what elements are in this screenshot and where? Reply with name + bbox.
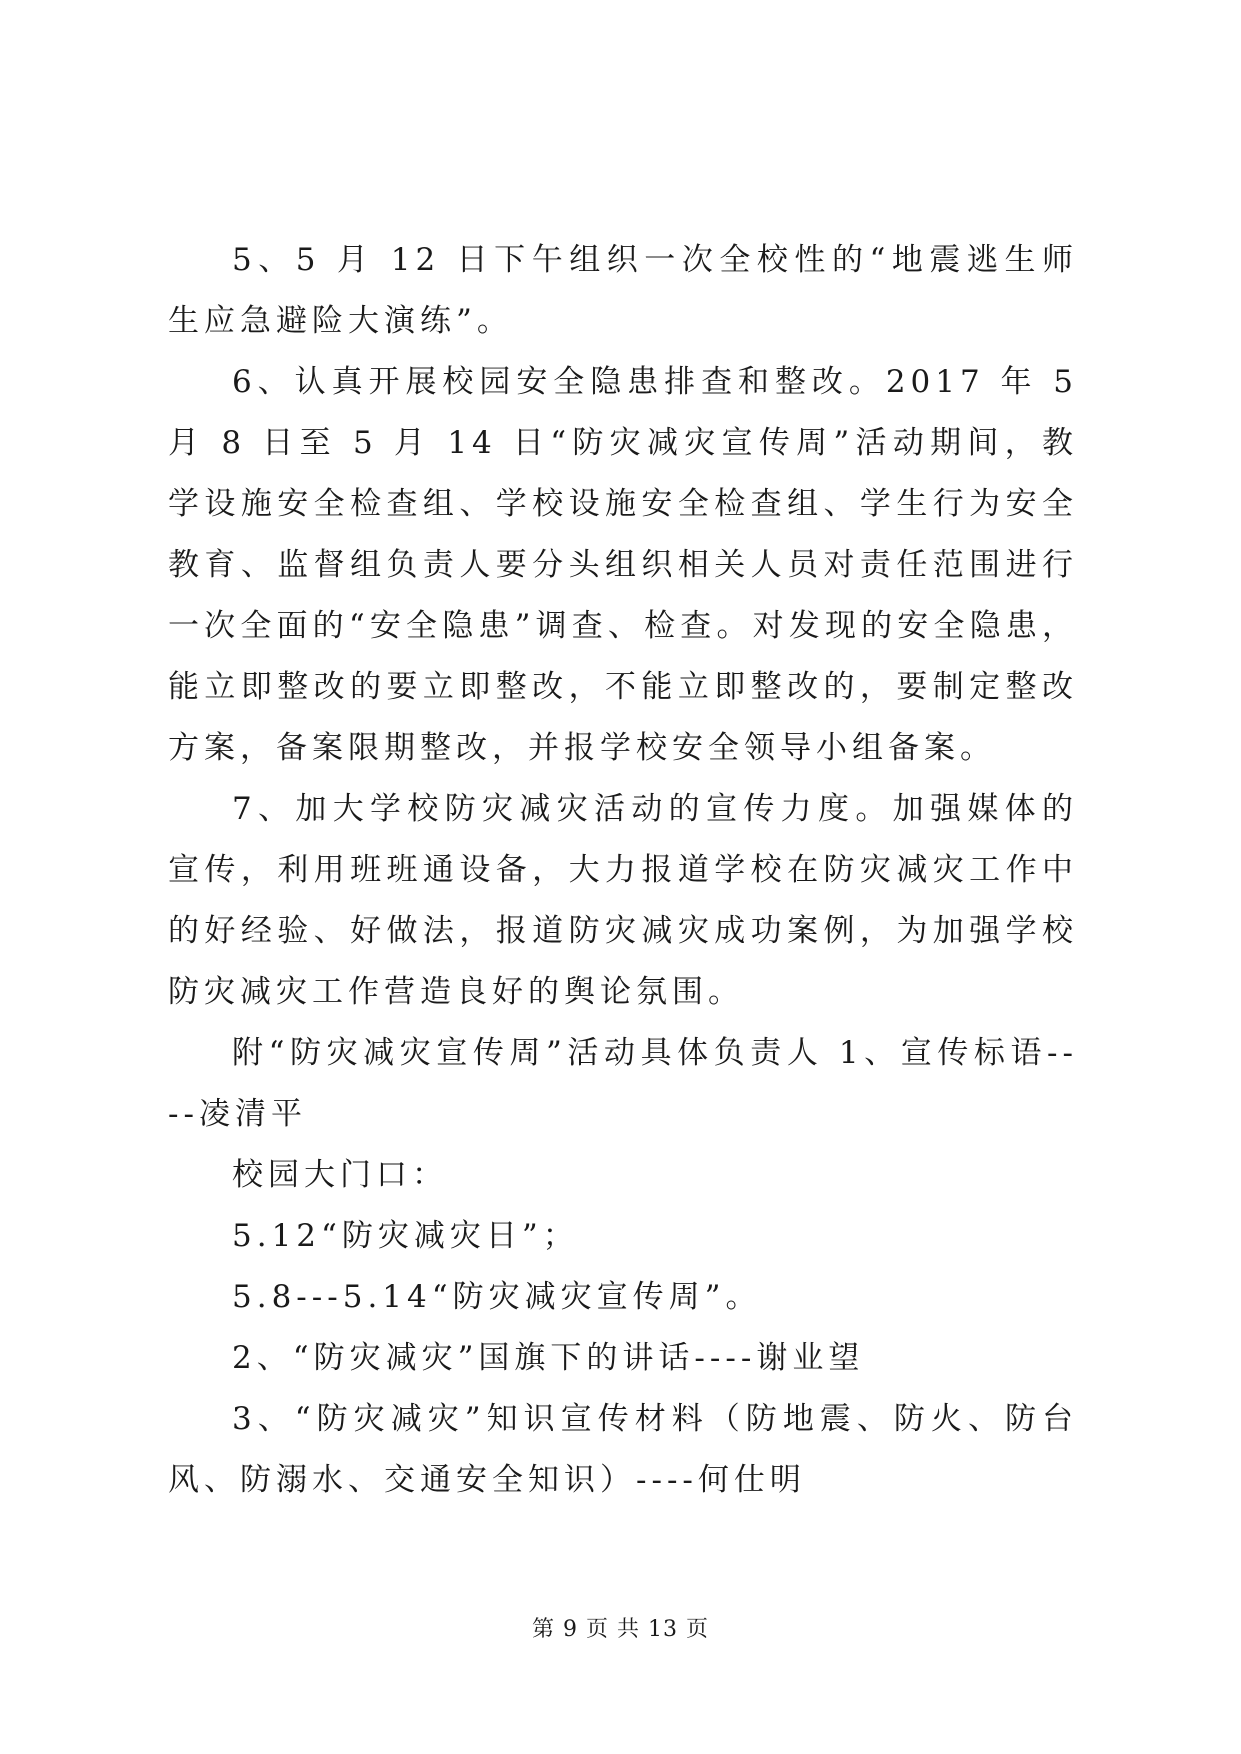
paragraph-item-5: 5、5 月 12 日下午组织一次全校性的“地震逃生师生应急避险大演练”。: [168, 242, 1078, 339]
document-body: [168, 230, 1078, 1511]
appendix-intro: 附“防灾减灾宣传周”活动具体负责人 1、宣传标语----凌清平: [168, 1035, 1078, 1132]
appendix-line-day: 5.12“防灾减灾日”；: [232, 1218, 579, 1254]
paragraph-item-6: 6、认真开展校园安全隐患排查和整改。2017 年 5 月 8 日至 5 月 14 日“防灾减灾宣传周”活动期间，教学设施安全检查组、学校设施安全检查组、学生行为安全教育、监督组负责人要分头组织相关人员对责任范围进行一次全面的“安全隐患”调查、检查。对发现的安全隐患，能立即整改的要立即整改，不能立即整改的，要制定整改方案，备案限期整改，并报学校安全领导小组备案。: [168, 364, 1078, 766]
appendix-item-3: 3、“防灾减灾”知识宣传材料（防地震、防火、防台风、防溺水、交通安全知识）----何仕明: [168, 1401, 1078, 1498]
appendix-item-2: 2、“防灾减灾”国旗下的讲话----谢业望: [232, 1340, 865, 1376]
appendix-line-week: 5.8---5.14“防灾减灾宣传周”。: [232, 1279, 762, 1315]
page-number-footer: 第 9 页 共 13 页: [532, 1617, 709, 1642]
paragraph-item-7: 7、加大学校防灾减灾活动的宣传力度。加强媒体的宣传，利用班班通设备，大力报道学校在防灾减灾工作中的好经验、好做法，报道防灾减灾成功案例，为加强学校防灾减灾工作营造良好的舆论氛围。: [168, 791, 1078, 1010]
appendix-line-gate: 校园大门口：: [232, 1157, 448, 1193]
